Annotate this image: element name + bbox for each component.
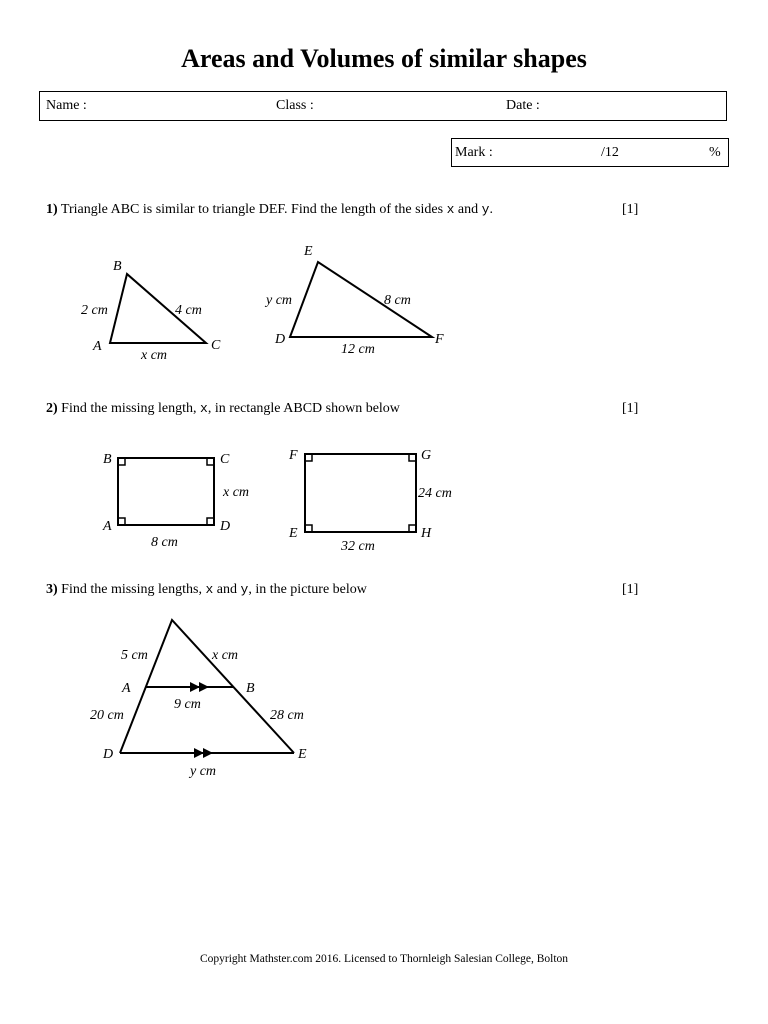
mark-percent: % bbox=[709, 145, 721, 160]
side-label-left-top: 5 cm bbox=[121, 648, 148, 663]
side-label-bc: x cm bbox=[223, 485, 250, 500]
vertex-label-b: B bbox=[246, 681, 255, 696]
side-label-bc: 4 cm bbox=[175, 303, 202, 318]
vertex-label-d: D bbox=[275, 332, 286, 347]
side-label-right-top: x cm bbox=[212, 648, 239, 663]
vertex-label-b: B bbox=[113, 259, 122, 274]
date-label: Date : bbox=[506, 98, 540, 113]
vertex-label-e: E bbox=[304, 244, 313, 259]
vertex-label-e: E bbox=[298, 747, 307, 762]
vertex-label-e: E bbox=[289, 526, 298, 541]
side-label-ef: 8 cm bbox=[384, 293, 411, 308]
vertex-label-f: F bbox=[289, 448, 298, 463]
question-and: and bbox=[457, 202, 479, 217]
variable-y: y bbox=[240, 582, 249, 597]
vertex-label-h: H bbox=[421, 526, 432, 541]
side-label-left-bottom: 20 cm bbox=[90, 708, 124, 723]
class-label: Class : bbox=[276, 98, 314, 113]
question-text: Triangle ABC is similar to triangle DEF. Find the length of the sides bbox=[60, 202, 444, 217]
vertex-label-a: A bbox=[93, 339, 102, 354]
side-label-eh: 32 cm bbox=[341, 539, 375, 554]
arrow-icon bbox=[194, 748, 204, 758]
side-label-de: y cm bbox=[266, 293, 293, 308]
question-number: 2) bbox=[46, 401, 58, 416]
mark-total: /12 bbox=[601, 145, 619, 160]
parallel-arrows bbox=[190, 682, 213, 758]
name-label: Name : bbox=[46, 98, 87, 113]
variable-x: x bbox=[446, 202, 455, 217]
variable-y: y bbox=[481, 202, 490, 217]
vertex-label-b: B bbox=[103, 452, 112, 467]
side-label-ad: 8 cm bbox=[151, 535, 178, 550]
arrow-icon bbox=[199, 682, 209, 692]
page-title: Areas and Volumes of similar shapes bbox=[181, 44, 587, 73]
right-angle-markers bbox=[118, 454, 416, 532]
variable-x: x bbox=[200, 401, 208, 416]
question-and: and bbox=[216, 582, 237, 597]
vertex-label-c: C bbox=[220, 452, 230, 467]
side-label-gh: 24 cm bbox=[418, 486, 452, 501]
vertex-label-f: F bbox=[435, 332, 444, 347]
side-label-df: 12 cm bbox=[341, 342, 375, 357]
rectangle-efgh bbox=[305, 454, 416, 532]
side-label-ab: 9 cm bbox=[174, 697, 201, 712]
arrow-icon bbox=[203, 748, 213, 758]
copyright-footer: Copyright Mathster.com 2016. Licensed to Thornleigh Salesian College, Bolton bbox=[199, 953, 569, 965]
vertex-label-d: D bbox=[220, 519, 231, 534]
question-text-end: . bbox=[489, 202, 493, 217]
vertex-label-c: C bbox=[211, 338, 221, 353]
mark-label: Mark : bbox=[455, 145, 493, 160]
arrow-icon bbox=[190, 682, 200, 692]
question-number: 1) bbox=[46, 202, 58, 217]
variable-x: x bbox=[205, 582, 214, 597]
vertex-label-a: A bbox=[103, 519, 112, 534]
side-label-right-bottom: 28 cm bbox=[270, 708, 304, 723]
side-label-de: y cm bbox=[190, 764, 217, 779]
side-label-ab: 2 cm bbox=[81, 303, 108, 318]
question-text: Find the missing length, bbox=[61, 401, 197, 416]
vertex-label-a: A bbox=[122, 681, 131, 696]
question-3-marks: [1] bbox=[622, 582, 639, 597]
question-2-marks: [1] bbox=[622, 401, 639, 416]
question-text-end: , in rectangle ABCD shown below bbox=[207, 401, 400, 416]
vertex-label-g: G bbox=[421, 448, 432, 463]
rectangle-abcd bbox=[118, 458, 214, 525]
question-text-end: , in the picture below bbox=[248, 582, 367, 597]
question-number: 3) bbox=[46, 582, 58, 597]
side-label-ac: x cm bbox=[141, 348, 168, 363]
vertex-label-d: D bbox=[103, 747, 114, 762]
question-1-marks: [1] bbox=[622, 202, 639, 217]
question-text: Find the missing lengths, bbox=[61, 582, 202, 597]
